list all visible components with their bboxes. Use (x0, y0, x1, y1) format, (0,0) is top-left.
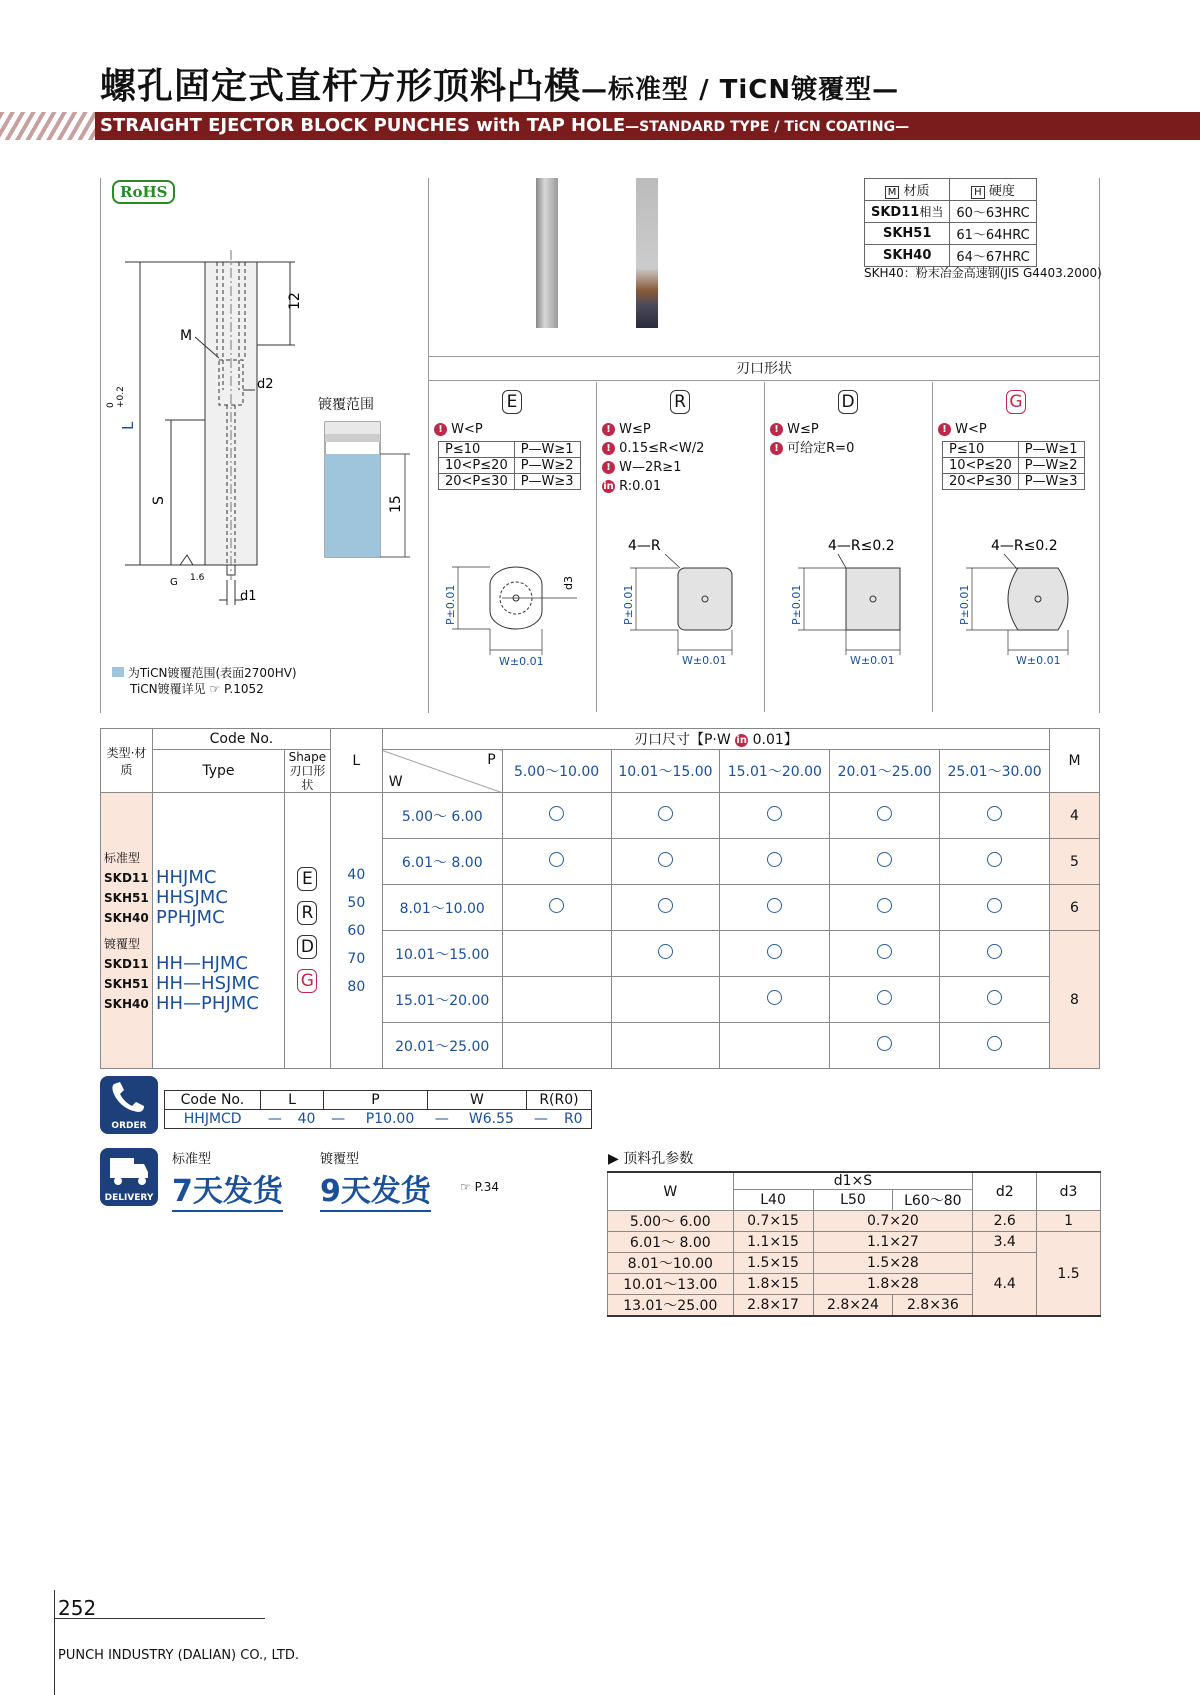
label-M: M (180, 328, 193, 344)
shape-g-p-label: P±0.01 (958, 584, 971, 625)
shape-r-panel: R ! W≤P ! 0.15≤R<W/2 ! W—2R≥1 in R:0.01 (603, 392, 705, 494)
hole-table: W d1×S d2 d3 L40 L50 L60～80 5.00～ 6.00 0.7×15 0.7×20 2.6 1 6.01～ 8.00 1.1×15 1.1×27 3.4 1.5 8.01～10.00 1.5×15 1.5×28 4.4 10.01～13.00 1.8×15 1.8×28 13.01～25.00 2.8×17 2.8×24 2.8×36 (607, 1171, 1101, 1317)
label-L-tol-bot: 0 (106, 402, 116, 408)
main-table: 类型·材质 Code No. L 刃口尺寸【P·W in 0.01】 M Type Shape 刃口形状 P W 5.00～10.00 10.01～15.00 15.01～20.00 20.01～25.00 25.01～30.00 标准型 SKD11 SKH51 SKH40 镀覆型 SKD11 SKH51 SKH40 HHJMC HHSJMC PPHJMC HH—HJMC HH—HSJMC HH—PHJMC E R D G 40 50 60 70 80 5.00～ 6.00 4 6.01～ 8.00 5 8.01～10.00 6 10.01～15.00 8 15.01～20.00 20.01～25.00 (100, 728, 1100, 1069)
shape-d-panel: D ! W≤P ! 可给定R=0 (764, 390, 932, 458)
label-L-tol-top: +0.2 (116, 386, 126, 408)
shape-e-panel: E ! W<P P≤10 P—W≥1 10<P≤20 P—W≥2 20<P≤30 P—W≥3 (428, 390, 596, 490)
label-d1: d1 (240, 589, 257, 604)
delivery-coat-label: 镀覆型 (320, 1152, 360, 1167)
coating-diagram (320, 418, 420, 568)
shape-g-w-label: W±0.01 (1016, 654, 1061, 667)
shape-e-w-label: W±0.01 (499, 655, 544, 668)
truck-icon (100, 1148, 158, 1190)
material-note: SKH40：粉末冶金高速钢(JIS G4403.2000) (864, 266, 1102, 280)
company-name: PUNCH INDUSTRY (DALIAN) CO., LTD. (58, 1648, 299, 1663)
label-G: G (170, 577, 178, 588)
phone-icon (100, 1076, 158, 1118)
shape-e-p-label: P±0.01 (444, 584, 457, 625)
rohs-badge: RoHS (112, 180, 175, 204)
delivery-icon: DELIVERY (100, 1148, 158, 1206)
shape-d-w-label: W±0.01 (850, 654, 895, 667)
shape-g-label: 4—R≤0.2 (991, 538, 1058, 554)
label-12: 12 (287, 292, 303, 310)
shapes-title: 刃口形状 (428, 357, 1100, 381)
label-S: S (151, 496, 167, 505)
shape-r-w-label: W±0.01 (682, 654, 727, 667)
label-roughness: 1.6 (190, 573, 205, 583)
order-table: Code No. L P W R(R0) HHJMCD — 40 — P10.00 — W6.55 — R0 (164, 1090, 592, 1129)
page-title: 螺孔固定式直杆方形顶料凸模—标准型 / TiCN镀覆型— (100, 66, 900, 107)
delivery-coat: 9天发货 (320, 1166, 431, 1212)
order-icon: ORDER (100, 1076, 158, 1134)
coating-legend: 为TiCN镀覆范围(表面2700HV) TiCN镀覆详见 ☞ P.1052 (112, 665, 297, 697)
shape-r-label: 4—R (628, 538, 661, 554)
shape-d-p-label: P±0.01 (790, 584, 803, 625)
shape-g-panel: G ! W<P P≤10 P—W≥1 10<P≤20 P—W≥2 20<P≤30 P—W≥3 (932, 390, 1100, 490)
shape-g-diagram (936, 530, 1096, 670)
shape-e-diagram (432, 555, 592, 670)
material-table: M 材质 H 硬度 SKD11相当 60～63HRC SKH51 61～64HRC SKH40 64～67HRC (864, 178, 1037, 267)
shape-r-diagram (600, 530, 760, 670)
delivery-page-link[interactable]: ☞ P.34 (460, 1180, 500, 1194)
coating-label: 镀覆范围 (318, 397, 374, 413)
page-title-en: STRAIGHT EJECTOR BLOCK PUNCHES with TAP HOLE—STANDARD TYPE / TiCN COATING— (100, 115, 910, 136)
label-L: L (119, 421, 137, 430)
shape-d-diagram (768, 530, 928, 670)
delivery-std: 7天发货 (172, 1166, 283, 1212)
shape-e-d3-label: d3 (562, 576, 575, 590)
hole-table-title: ▶ 顶料孔参数 (608, 1151, 694, 1167)
label-d2: d2 (257, 377, 274, 392)
delivery-std-label: 标准型 (172, 1152, 212, 1167)
product-photo-coated (636, 178, 658, 328)
page-number: 252 (58, 1596, 97, 1620)
label-15: 15 (388, 495, 404, 513)
product-photo-standard (536, 178, 558, 328)
shape-d-label: 4—R≤0.2 (828, 538, 895, 554)
shape-r-p-label: P±0.01 (622, 584, 635, 625)
